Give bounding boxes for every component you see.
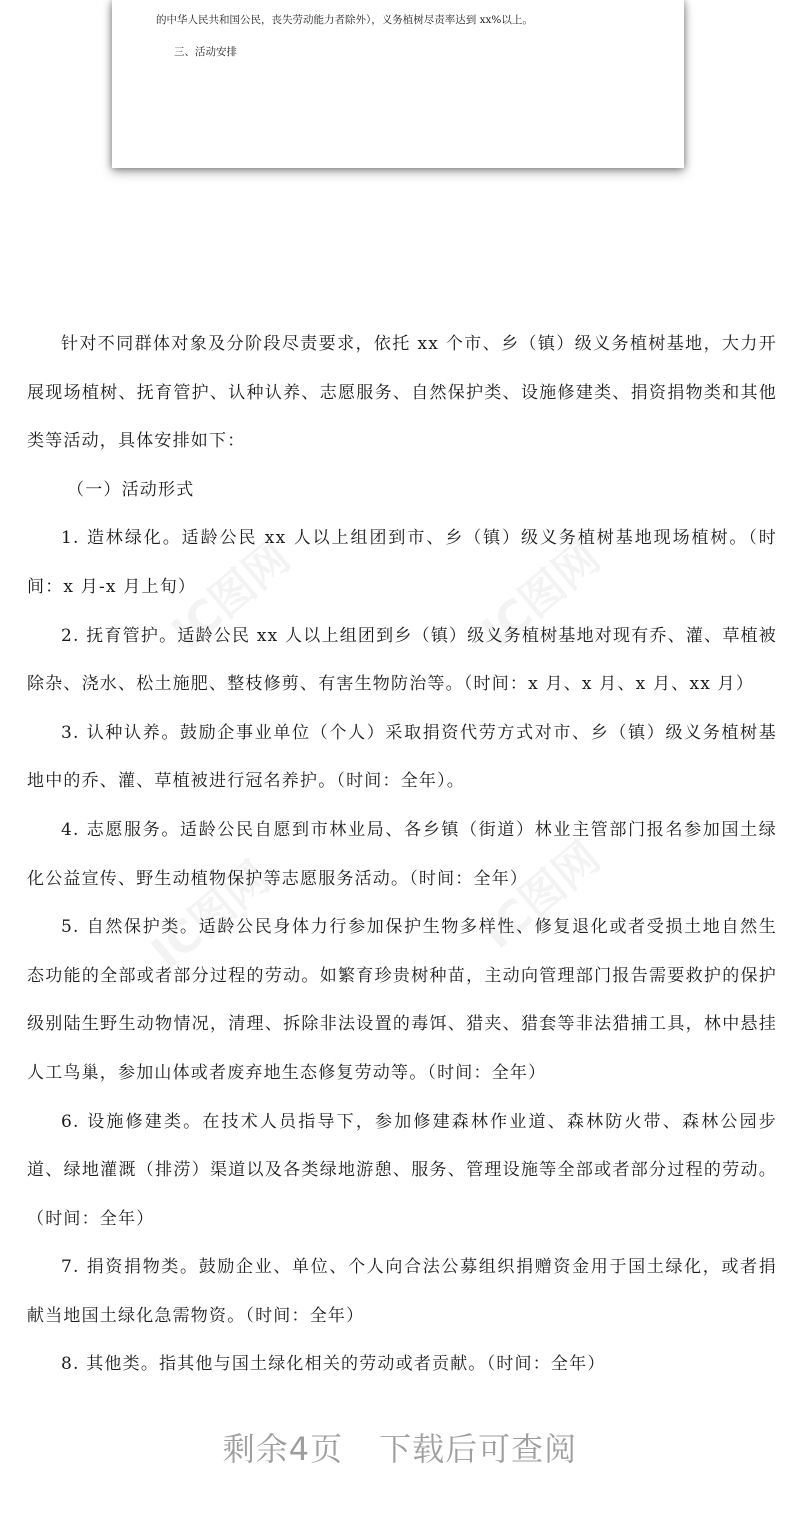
- download-prompt[interactable]: [0, 1424, 800, 1470]
- document-preview-card: [112, 0, 684, 168]
- watermark-logo: IC图网: [472, 831, 610, 959]
- list-item: 7. 捐资捐物类。鼓励企业、单位、个人向合法公募组织捐赠资金用于国土绿化，或者捐献当地国土绿化急需物资。（时间：全年）: [27, 1257, 777, 1326]
- intro-paragraph: 针对不同群体对象及分阶段尽责要求，依托 xx 个市、乡（镇）级义务植树基地，大力开展现场植树、抚育管护、认种认养、志愿服务、自然保护类、设施修建类、捐资捐物类和其他类等活动，具体安排如下：: [27, 334, 777, 452]
- preview-section-heading: 三、活动安排: [174, 46, 237, 58]
- list-item: 3. 认种认养。鼓励企事业单位（个人）采取捐资代劳方式对市、乡（镇）级义务植树基地中的乔、灌、草植被进行冠名养护。（时间：全年）。: [27, 722, 777, 792]
- section-heading: （一）活动形式: [67, 479, 195, 500]
- download-hint-label: 下载后可查阅: [379, 1430, 578, 1468]
- document-body: [27, 320, 777, 1389]
- watermark-logo: IC图网: [472, 531, 610, 659]
- list-item: 5. 自然保护类。适龄公民身体力行参加保护生物多样性、修复退化或者受损土地自然生态功能的全部或者部分过程的劳动。如繁育珍贵树种苗，主动向管理部门报告需要救护的保护级别陆生野生动物情况，清理、拆除非法设置的毒饵、猎夹、猎套等非法猎捕工具，林中悬挂人工鸟巢，参加山体或者废弃地生态修复劳动等。（时间：全年）: [27, 917, 777, 1083]
- watermark-logo: IC图网: [142, 851, 280, 979]
- list-item: 1. 造林绿化。适龄公民 xx 人以上组团到市、乡（镇）级义务植树基地现场植树。（时间：x 月-x 月上旬）: [27, 528, 777, 597]
- remaining-pages-label: 剩余4页: [222, 1430, 344, 1468]
- list-item: 6. 设施修建类。在技术人员指导下，参加修建森林作业道、森林防火带、森林公园步道、绿地灌溉（排涝）渠道以及各类绿地游憩、服务、管理设施等全部或者部分过程的劳动。（时间：全年）: [27, 1111, 777, 1229]
- watermark-logo: IC图网: [162, 531, 300, 659]
- list-item: 4. 志愿服务。适龄公民自愿到市林业局、各乡镇（街道）林业主管部门报名参加国土绿化公益宣传、野生动植物保护等志愿服务活动。（时间：全年）: [27, 819, 777, 889]
- preview-text-line: 的中华人民共和国公民，丧失劳动能力者除外），义务植树尽责率达到 xx%以上。: [156, 14, 533, 26]
- list-item: 8. 其他类。指其他与国土绿化相关的劳动或者贡献。（时间：全年）: [61, 1354, 606, 1375]
- list-item: 2. 抚育管护。适龄公民 xx 人以上组团到乡（镇）级义务植树基地对现有乔、灌、草植被除杂、浇水、松土施肥、整枝修剪、有害生物防治等。（时间：x 月、x 月、x 月、xx 月）: [27, 625, 777, 695]
